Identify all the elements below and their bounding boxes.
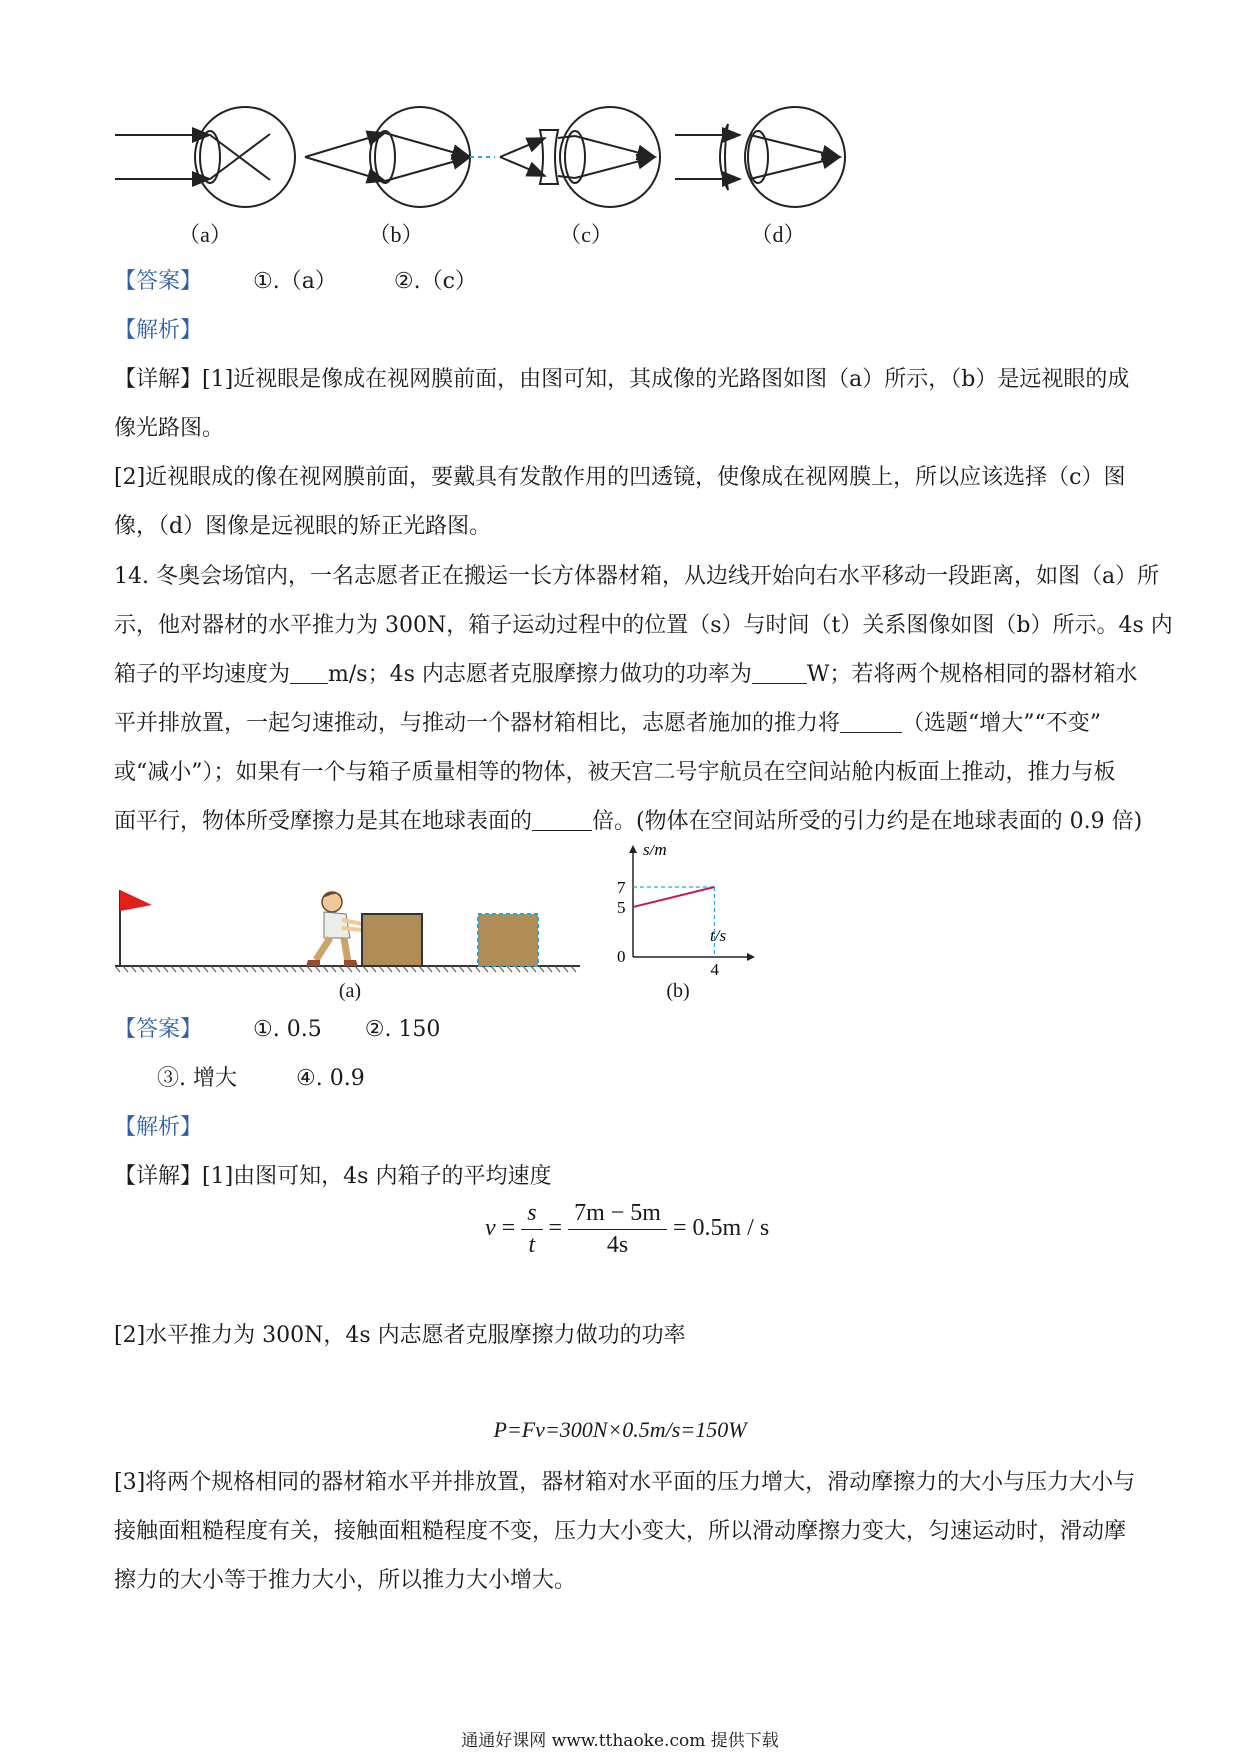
st-chart-svg xyxy=(605,845,755,975)
y-tick-0: 0 xyxy=(617,947,626,966)
q13-analysis-label: 【解析】 xyxy=(114,318,203,343)
y-axis-label: s/m xyxy=(643,845,667,859)
frac-num-s: s xyxy=(521,1200,542,1230)
box-end xyxy=(478,914,538,966)
x-axis-arrow xyxy=(747,953,755,961)
formula-v: v xyxy=(485,1215,496,1242)
q13-answer-row xyxy=(114,267,477,297)
q14-answer-4: ④. 0.9 xyxy=(296,1066,365,1091)
fig-b-caption: (b) xyxy=(666,980,690,1002)
page-footer: 通通好课网 www.tthaoke.com 提供下载 xyxy=(461,1731,779,1751)
q14-stem-6b: 倍。(物体在空间站所受的引力约是在地球表面的 0.9 倍) xyxy=(592,809,1143,834)
frac-den-time: 4s xyxy=(606,1232,629,1258)
x-axis-label: t/s xyxy=(710,926,727,945)
q13-detail-line-4: 像，（d）图像是远视眼的矫正光路图。 xyxy=(114,514,492,539)
q14-detail-2: [2]水平推力为 300N，4s 内志愿者克服摩擦力做功的功率 xyxy=(114,1323,686,1348)
blank-2 xyxy=(752,661,807,684)
power-formula: P=Fv=300N×0.5m/s=150W xyxy=(493,1417,747,1442)
y-tick-7: 7 xyxy=(617,878,626,897)
eye-diagrams-svg xyxy=(100,100,900,210)
frac-num-distance: 7m − 5m xyxy=(568,1200,667,1230)
blank-3 xyxy=(840,710,902,733)
q14-stem-3a: 箱子的平均速度为 xyxy=(114,662,291,687)
ground xyxy=(115,966,580,972)
q14-detail-3-line-2: 接触面粗糙程度有关，接触面粗糙程度不变，压力大小变大，所以滑动摩擦力变大，匀速运动时，滑动摩 xyxy=(114,1519,1127,1544)
box-start xyxy=(362,914,422,966)
blank-1 xyxy=(290,661,328,684)
velocity-formula xyxy=(485,1200,769,1259)
eye-diagram-c xyxy=(500,107,660,207)
y-tick-5: 5 xyxy=(617,898,626,917)
eye-diagram-a xyxy=(115,107,295,207)
q13-answer-label: 【答案】 xyxy=(114,269,203,294)
frac-den-t: t xyxy=(528,1232,536,1258)
q14-analysis-label: 【解析】 xyxy=(114,1115,203,1140)
q14-stem-line-2: 示，他对器材的水平推力为 300N，箱子运动过程中的位置（s）与时间（t）关系图像如图（b）所示。4s 内 xyxy=(114,613,1173,638)
q13-detail-line-1: 【详解】[1]近视眼是像成在视网膜前面，由图可知，其成像的光路图如图（a）所示，（b）是远视眼的成 xyxy=(114,367,1130,392)
q14-answer-2: ②. 150 xyxy=(364,1017,441,1042)
eye-caption-d: （d） xyxy=(750,222,806,247)
q13-answer-1: ①.（a） xyxy=(253,269,337,294)
q14-stem-6a: 面平行，物体所受摩擦力是其在地球表面的 xyxy=(114,809,533,834)
volunteer-figure xyxy=(306,891,362,966)
eye-diagram-b xyxy=(305,107,495,207)
q14-detail-1: 【详解】[1]由图可知，4s 内箱子的平均速度 xyxy=(114,1164,552,1189)
q14-answer-row-2 xyxy=(157,1064,365,1094)
data-line-s-t xyxy=(633,887,714,907)
push-scene-svg xyxy=(110,880,590,980)
q13-detail-line-2: 像光路图。 xyxy=(114,416,225,441)
y-axis-arrow xyxy=(629,845,637,853)
q14-answer-3: ③. 增大 xyxy=(157,1066,237,1091)
q14-answer-row-1 xyxy=(114,1015,440,1045)
q14-stem-line-5: 或“减小”）；如果有一个与箱子质量相等的物体，被天宫二号宇航员在空间站舱内板面上推动，推力与板 xyxy=(114,760,1116,785)
q14-stem-3b: m/s；4s 内志愿者克服摩擦力做功的功率为 xyxy=(328,662,752,687)
q14-stem-4a: 平并排放置，一起匀速推动，与推动一个器材箱相比，志愿者施加的推力将 xyxy=(114,711,841,736)
q14-answer-label: 【答案】 xyxy=(114,1017,203,1042)
formula-eq-2: = xyxy=(548,1215,563,1242)
st-chart xyxy=(605,845,755,975)
q14-detail-3-line-1: [3]将两个规格相同的器材箱水平并排放置，器材箱对水平面的压力增大，滑动摩擦力的大小与压力大小与 xyxy=(114,1470,1136,1495)
q14-stem-line-6 xyxy=(114,807,1142,837)
q14-stem-3c: W；若将两个规格相同的器材箱水 xyxy=(806,662,1138,687)
q14-stem-line-4 xyxy=(114,709,1101,739)
fraction-s-over-t xyxy=(521,1200,542,1259)
fraction-distance-over-time xyxy=(568,1200,667,1259)
q13-answer-2: ②.（c） xyxy=(393,269,477,294)
q14-answer-1: ①. 0.5 xyxy=(253,1017,322,1042)
flag-icon xyxy=(120,890,152,911)
eye-caption-b: （b） xyxy=(368,222,424,247)
blank-4 xyxy=(532,808,592,831)
fig-a-caption: (a) xyxy=(338,980,362,1002)
formula-eq: = xyxy=(501,1215,516,1242)
eye-diagram-d xyxy=(675,107,845,207)
x-tick-4: 4 xyxy=(710,960,719,975)
q14-stem-line-3 xyxy=(114,660,1138,690)
eye-caption-a: （a） xyxy=(178,222,232,247)
q14-stem-line-1: 14. 冬奥会场馆内，一名志愿者正在搬运一长方体器材箱，从边线开始向右水平移动一段距离，如图（a）所 xyxy=(114,564,1160,589)
q13-detail-line-3: [2]近视眼成的像在视网膜前面，要戴具有发散作用的凹透镜，使像成在视网膜上，所以应该选择（c）图 xyxy=(114,465,1126,490)
q14-detail-3-line-3: 擦力的大小等于推力大小，所以推力大小增大。 xyxy=(114,1568,577,1593)
eye-caption-c: （c） xyxy=(559,222,613,247)
q14-stem-4b: （选题“增大”“不变” xyxy=(902,711,1102,736)
formula-result: = 0.5m / s xyxy=(672,1215,770,1242)
